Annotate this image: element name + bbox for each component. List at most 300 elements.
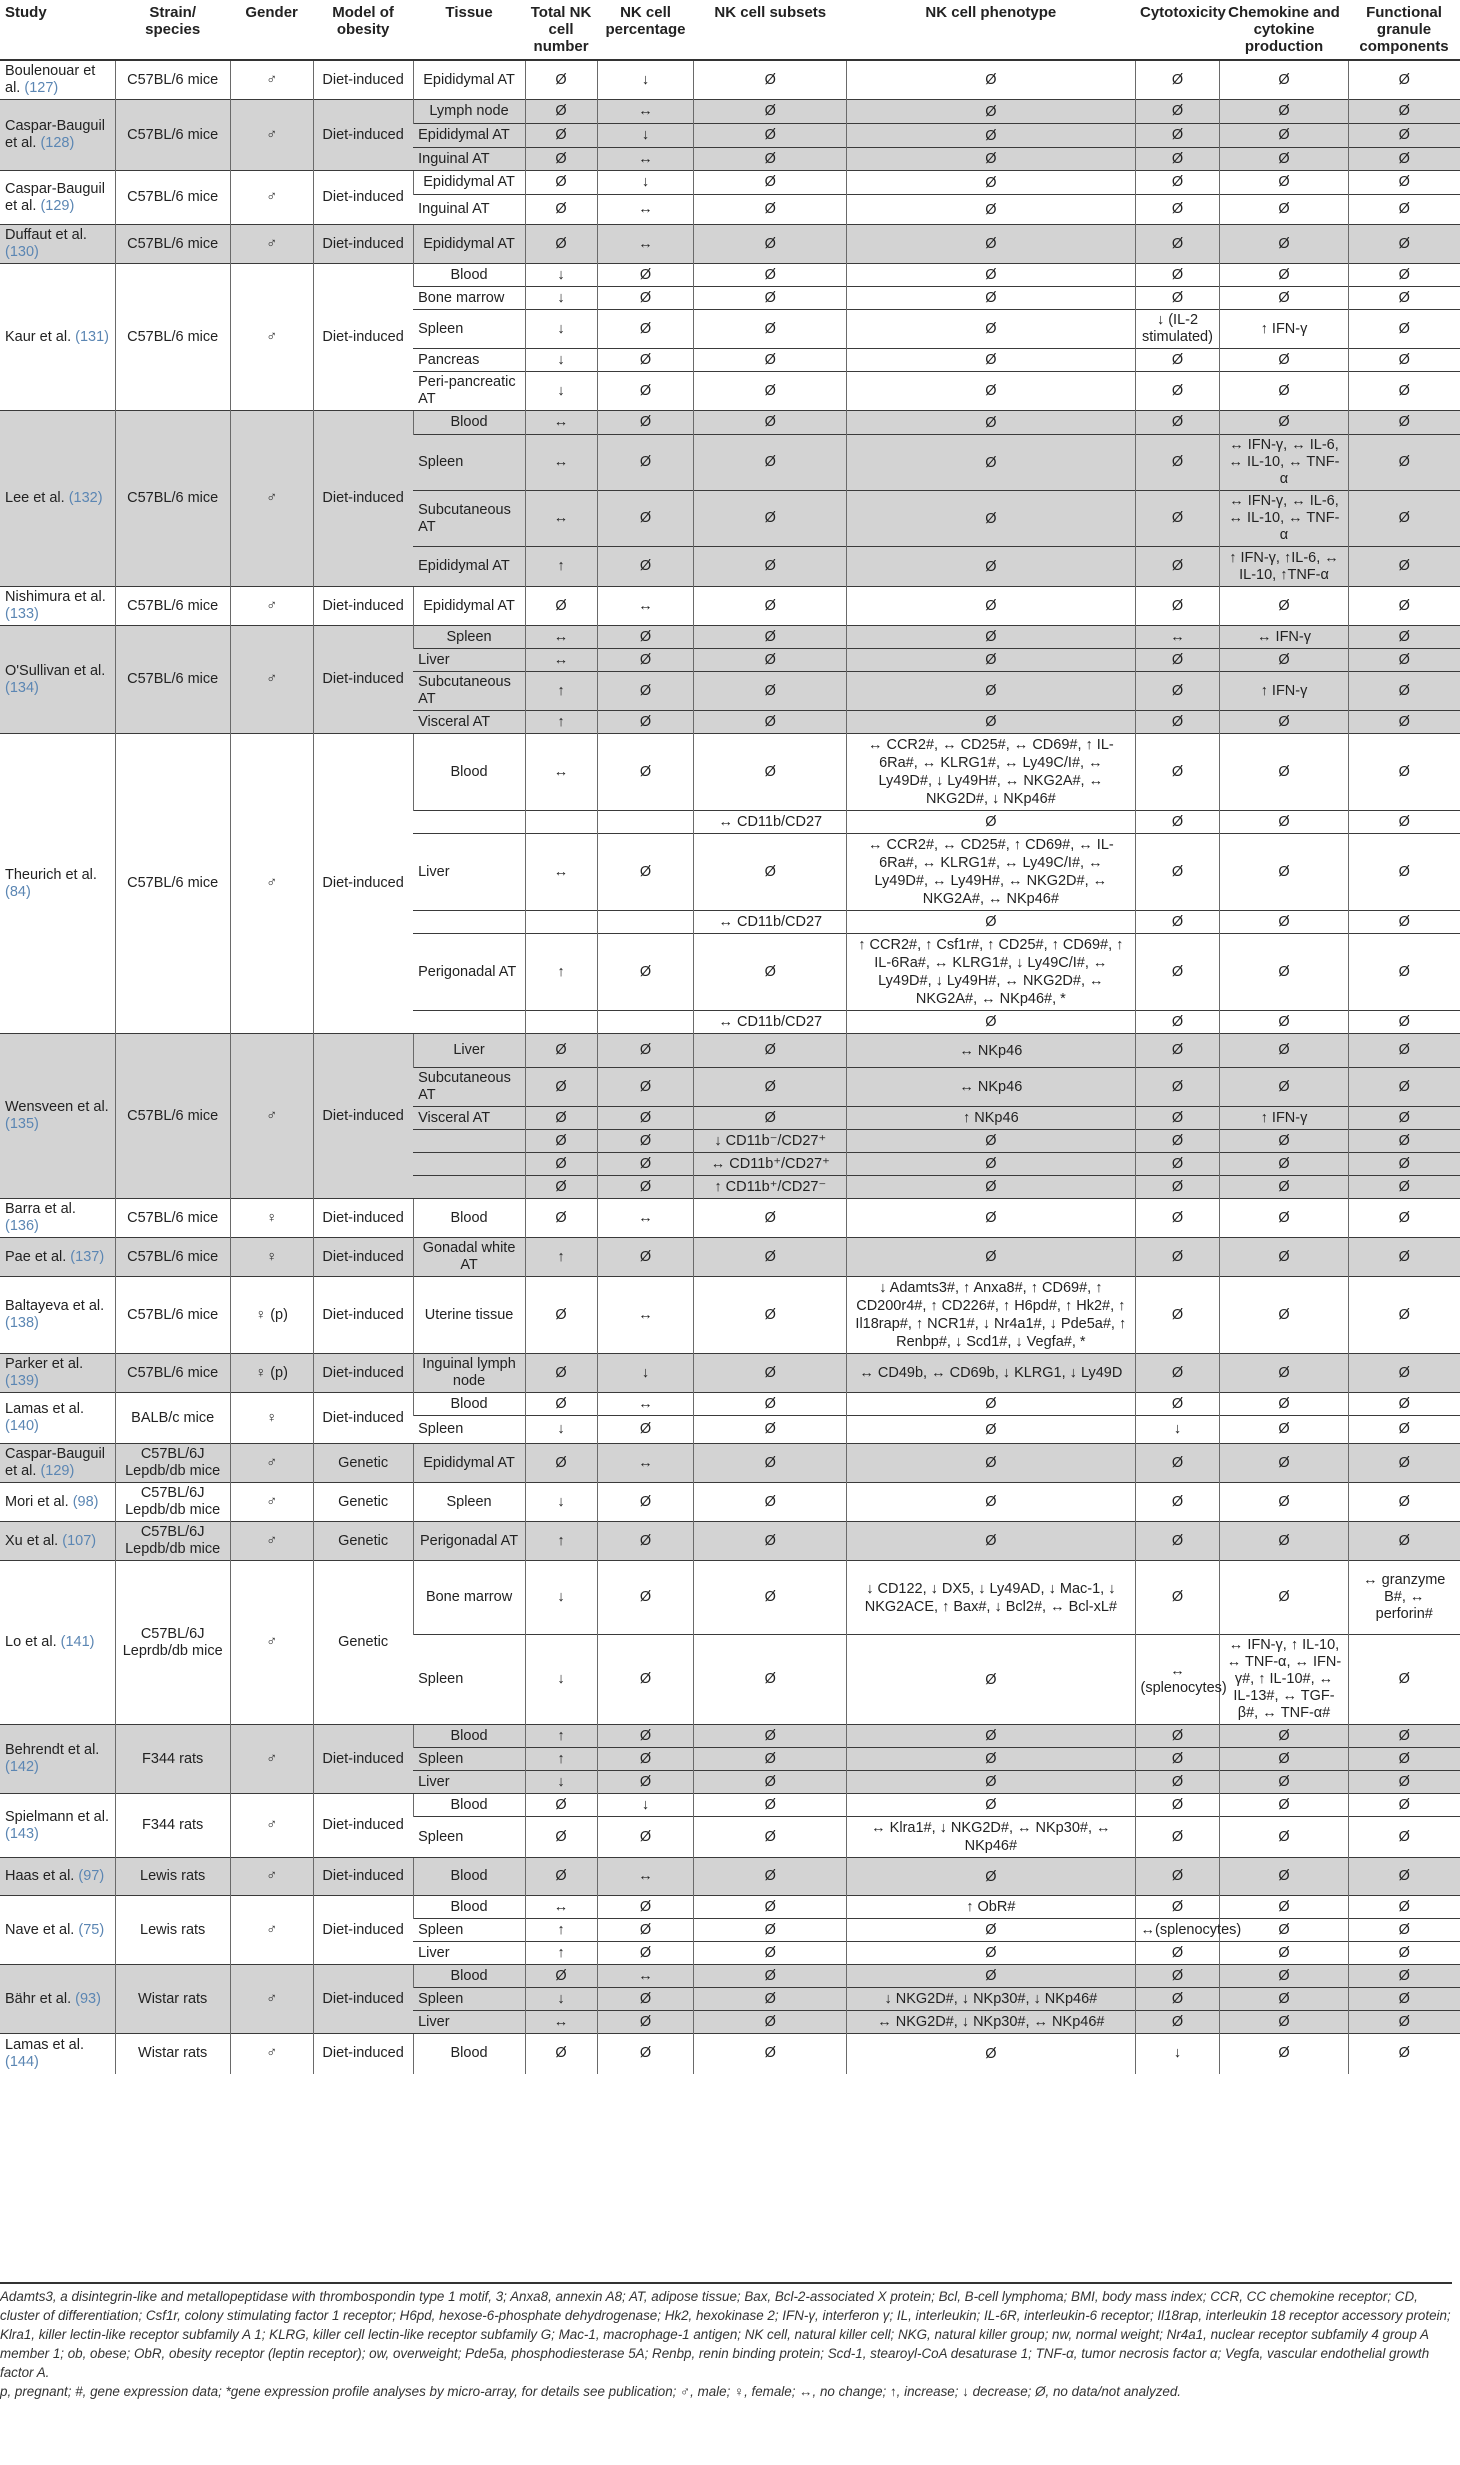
tissue-cell: Spleen: [413, 1748, 525, 1771]
study-reference: (131): [75, 328, 109, 345]
tissue-cell: Blood: [413, 1896, 525, 1919]
total-nk-cell: ↓: [525, 1483, 597, 1522]
strain-cell: C57BL/6 mice: [115, 1199, 230, 1238]
cytotoxicity-cell: Ø: [1135, 1896, 1220, 1919]
granule-cell: Ø: [1348, 934, 1460, 1011]
model-cell: Diet-induced: [313, 1199, 413, 1238]
cytotoxicity-cell: Ø: [1135, 547, 1220, 587]
nk-subsets-cell: Ø: [694, 1965, 847, 1988]
granule-cell: Ø: [1348, 124, 1460, 148]
total-nk-cell: ↓: [525, 310, 597, 349]
cytokine-cell: Ø: [1220, 811, 1348, 834]
table-row: [0, 1896, 1460, 1919]
nk-percentage-cell: Ø: [597, 1988, 694, 2011]
nk-phenotype-cell: Ø: [847, 1130, 1135, 1153]
study-cell: [0, 225, 115, 264]
gender-cell: ♂: [230, 1965, 313, 2034]
nk-percentage-cell: Ø: [597, 734, 694, 811]
granule-cell: Ø: [1348, 349, 1460, 372]
granule-cell: Ø: [1348, 264, 1460, 287]
nk-subsets-cell: Ø: [694, 372, 847, 411]
total-nk-cell: ↔: [525, 626, 597, 649]
study-author: Baltayeva et al.: [5, 1298, 105, 1314]
cytotoxicity-cell: Ø: [1135, 811, 1220, 834]
total-nk-cell: ↓: [525, 1988, 597, 2011]
model-cell: Genetic: [313, 1561, 413, 1725]
study-cell: [0, 1522, 115, 1561]
total-nk-cell: Ø: [525, 148, 597, 171]
total-nk-cell: ↔: [525, 411, 597, 435]
total-nk-cell: Ø: [525, 2034, 597, 2074]
granule-cell: Ø: [1348, 811, 1460, 834]
study-cell: [0, 2034, 115, 2074]
cytokine-cell: Ø: [1220, 1561, 1348, 1635]
nk-percentage-cell: [597, 811, 694, 834]
nk-phenotype-cell: Ø: [847, 435, 1135, 491]
nk-subsets-cell: ↔ CD11b/CD27: [694, 1011, 847, 1034]
col-header-total-nk: Total NK cell number: [525, 0, 597, 60]
study-author: Duffaut et al.: [5, 227, 87, 243]
table-row: [0, 587, 1460, 626]
gender-cell: ♂: [230, 587, 313, 626]
cytotoxicity-cell: Ø: [1135, 1725, 1220, 1748]
tissue-cell: Spleen: [413, 1919, 525, 1942]
nk-subsets-cell: Ø: [694, 1416, 847, 1444]
cytokine-cell: Ø: [1220, 100, 1348, 124]
study-cell: [0, 734, 115, 1034]
nk-subsets-cell: Ø: [694, 1354, 847, 1393]
nk-subsets-cell: Ø: [694, 1068, 847, 1107]
cytokine-cell: Ø: [1220, 1199, 1348, 1238]
total-nk-cell: Ø: [525, 1034, 597, 1068]
nk-subsets-cell: Ø: [694, 1238, 847, 1277]
granule-cell: Ø: [1348, 2034, 1460, 2074]
table-row: [0, 2034, 1460, 2074]
nk-percentage-cell: ↓: [597, 171, 694, 195]
nk-percentage-cell: ↓: [597, 1794, 694, 1817]
total-nk-cell: ↑: [525, 1919, 597, 1942]
cytokine-cell: Ø: [1220, 1794, 1348, 1817]
cytokine-cell: Ø: [1220, 711, 1348, 734]
nk-subsets-cell: Ø: [694, 148, 847, 171]
nk-phenotype-cell: Ø: [847, 626, 1135, 649]
header-row: [0, 0, 1460, 60]
strain-cell: C57BL/6J Lepdb/db mice: [115, 1483, 230, 1522]
cytotoxicity-cell: Ø: [1135, 435, 1220, 491]
gender-cell: ♂: [230, 264, 313, 411]
cytokine-cell: Ø: [1220, 287, 1348, 310]
granule-cell: Ø: [1348, 1794, 1460, 1817]
gender-cell: ♂: [230, 2034, 313, 2074]
granule-cell: Ø: [1348, 1988, 1460, 2011]
cytokine-cell: Ø: [1220, 734, 1348, 811]
strain-cell: C57BL/6 mice: [115, 1277, 230, 1354]
nk-phenotype-cell: Ø: [847, 649, 1135, 672]
granule-cell: Ø: [1348, 911, 1460, 934]
gender-cell: ♂: [230, 1034, 313, 1199]
granule-cell: Ø: [1348, 148, 1460, 171]
col-header-strain: Strain/ species: [115, 0, 230, 60]
total-nk-cell: Ø: [525, 124, 597, 148]
granule-cell: Ø: [1348, 649, 1460, 672]
study-reference: (138): [5, 1315, 39, 1331]
nk-subsets-cell: Ø: [694, 60, 847, 100]
model-cell: Diet-induced: [313, 2034, 413, 2074]
cytotoxicity-cell: Ø: [1135, 1858, 1220, 1896]
nk-percentage-cell: ↔: [597, 225, 694, 264]
nk-subsets-cell: Ø: [694, 1858, 847, 1896]
col-header-model: Model of obesity: [313, 0, 413, 60]
nk-phenotype-cell: Ø: [847, 287, 1135, 310]
cytotoxicity-cell: Ø: [1135, 100, 1220, 124]
cytokine-cell: ↑ IFN-γ: [1220, 1107, 1348, 1130]
nk-subsets-cell: Ø: [694, 547, 847, 587]
gender-cell: ♂: [230, 171, 313, 225]
cytokine-cell: Ø: [1220, 1176, 1348, 1199]
cytotoxicity-cell: Ø: [1135, 171, 1220, 195]
nk-subsets-cell: Ø: [694, 1444, 847, 1483]
cytokine-cell: Ø: [1220, 934, 1348, 1011]
nk-phenotype-cell: Ø: [847, 264, 1135, 287]
study-author: Caspar-Bauguil et al.: [5, 1446, 105, 1479]
study-reference: (129): [40, 197, 75, 214]
study-author: Caspar-Bauguil et al.: [5, 180, 105, 214]
nk-phenotype-cell: Ø: [847, 491, 1135, 547]
strain-cell: C57BL/6 mice: [115, 100, 230, 171]
nk-phenotype-cell: Ø: [847, 100, 1135, 124]
study-reference: (132): [68, 490, 103, 506]
nk-phenotype-cell: Ø: [847, 672, 1135, 711]
study-reference: (97): [78, 1868, 105, 1884]
cytokine-cell: Ø: [1220, 225, 1348, 264]
granule-cell: Ø: [1348, 1068, 1460, 1107]
model-cell: Diet-induced: [313, 587, 413, 626]
cytokine-cell: Ø: [1220, 349, 1348, 372]
model-cell: Diet-induced: [313, 734, 413, 1034]
study-reference: (75): [78, 1921, 105, 1938]
study-author: Pae et al.: [5, 1248, 67, 1265]
total-nk-cell: Ø: [525, 1354, 597, 1393]
nk-percentage-cell: Ø: [597, 1416, 694, 1444]
cytokine-cell: Ø: [1220, 372, 1348, 411]
granule-cell: Ø: [1348, 1011, 1460, 1034]
nk-subsets-cell: Ø: [694, 171, 847, 195]
nk-percentage-cell: Ø: [597, 1748, 694, 1771]
study-author: Spielmann et al.: [5, 1808, 109, 1825]
nk-phenotype-cell: ↔ NKp46: [847, 1034, 1135, 1068]
tissue-cell: Inguinal lymph node: [413, 1354, 525, 1393]
study-author: Nishimura et al.: [5, 589, 106, 605]
study-reference: (142): [5, 1759, 39, 1775]
granule-cell: Ø: [1348, 1199, 1460, 1238]
model-cell: Diet-induced: [313, 225, 413, 264]
granule-cell: Ø: [1348, 1354, 1460, 1393]
tissue-cell: Spleen: [413, 1635, 525, 1725]
study-cell: [0, 100, 115, 171]
study-reference: (136): [5, 1218, 39, 1234]
nk-subsets-cell: ↔ CD11b/CD27: [694, 911, 847, 934]
granule-cell: Ø: [1348, 1153, 1460, 1176]
cytotoxicity-cell: Ø: [1135, 1393, 1220, 1416]
nk-phenotype-cell: Ø: [847, 171, 1135, 195]
nk-phenotype-cell: ↓ NKG2D#, ↓ NKp30#, ↓ NKp46#: [847, 1988, 1135, 2011]
nk-phenotype-cell: Ø: [847, 1635, 1135, 1725]
granule-cell: Ø: [1348, 1919, 1460, 1942]
tissue-cell: Epididymal AT: [413, 587, 525, 626]
nk-phenotype-cell: Ø: [847, 225, 1135, 264]
granule-cell: Ø: [1348, 411, 1460, 435]
cytotoxicity-cell: Ø: [1135, 1068, 1220, 1107]
table-row: [0, 1561, 1460, 1635]
nk-phenotype-cell: Ø: [847, 1416, 1135, 1444]
study-author: O'Sullivan et al.: [5, 662, 106, 679]
nk-subsets-cell: Ø: [694, 1725, 847, 1748]
cytokine-cell: ↔ IFN-γ, ↔ IL-6, ↔ IL-10, ↔ TNF-α: [1220, 491, 1348, 547]
model-cell: Diet-induced: [313, 1794, 413, 1858]
granule-cell: Ø: [1348, 1748, 1460, 1771]
cytokine-cell: Ø: [1220, 649, 1348, 672]
tissue-cell: Spleen: [413, 310, 525, 349]
nk-subsets-cell: Ø: [694, 1942, 847, 1965]
gender-cell: ♂: [230, 1896, 313, 1965]
cytokine-cell: ↔ IFN-γ, ↑ IL-10, ↔ TNF-α, ↔ IFN-γ#, ↑ IL-10#, ↔ IL-13#, ↔ TGF-β#, ↔ TNF-α#: [1220, 1635, 1348, 1725]
strain-cell: Lewis rats: [115, 1896, 230, 1965]
nk-subsets-cell: ↔ CD11b⁺/CD27⁺: [694, 1153, 847, 1176]
tissue-cell: Spleen: [413, 1483, 525, 1522]
study-reference: (93): [75, 1990, 101, 2007]
nk-subsets-cell: Ø: [694, 1561, 847, 1635]
total-nk-cell: ↔: [525, 734, 597, 811]
total-nk-cell: ↔: [525, 435, 597, 491]
model-cell: Diet-induced: [313, 1858, 413, 1896]
cytotoxicity-cell: Ø: [1135, 2011, 1220, 2034]
total-nk-cell: ↑: [525, 1748, 597, 1771]
table-row: [0, 225, 1460, 264]
gender-cell: ♂: [230, 60, 313, 100]
study-reference: (144): [5, 2053, 39, 2070]
granule-cell: Ø: [1348, 1034, 1460, 1068]
granule-cell: Ø: [1348, 547, 1460, 587]
cytokine-cell: Ø: [1220, 1483, 1348, 1522]
table-row: [0, 1354, 1460, 1393]
tissue-cell: Peri-pancreatic AT: [413, 372, 525, 411]
tissue-cell: Blood: [413, 1199, 525, 1238]
nk-phenotype-cell: Ø: [847, 1725, 1135, 1748]
strain-cell: C57BL/6 mice: [115, 171, 230, 225]
tissue-cell: Subcutaneous AT: [413, 491, 525, 547]
study-cell: [0, 1034, 115, 1199]
cytotoxicity-cell: Ø: [1135, 148, 1220, 171]
model-cell: Diet-induced: [313, 171, 413, 225]
strain-cell: C57BL/6 mice: [115, 626, 230, 734]
cytotoxicity-cell: ↔(splenocytes): [1135, 1919, 1220, 1942]
study-cell: [0, 60, 115, 100]
model-cell: Diet-induced: [313, 1393, 413, 1444]
nk-subsets-cell: Ø: [694, 1522, 847, 1561]
nk-subsets-cell: Ø: [694, 587, 847, 626]
granule-cell: Ø: [1348, 1277, 1460, 1354]
granule-cell: Ø: [1348, 1942, 1460, 1965]
model-cell: Diet-induced: [313, 100, 413, 171]
total-nk-cell: Ø: [525, 195, 597, 225]
cytokine-cell: Ø: [1220, 148, 1348, 171]
granule-cell: Ø: [1348, 1444, 1460, 1483]
total-nk-cell: Ø: [525, 1444, 597, 1483]
cytokine-cell: Ø: [1220, 2034, 1348, 2074]
nk-percentage-cell: Ø: [597, 411, 694, 435]
col-header-tissue: Tissue: [413, 0, 525, 60]
nk-subsets-cell: Ø: [694, 734, 847, 811]
nk-phenotype-cell: Ø: [847, 1522, 1135, 1561]
total-nk-cell: [525, 911, 597, 934]
study-cell: [0, 171, 115, 225]
nk-percentage-cell: Ø: [597, 1176, 694, 1199]
nk-percentage-cell: Ø: [597, 1522, 694, 1561]
nk-percentage-cell: Ø: [597, 349, 694, 372]
nk-percentage-cell: Ø: [597, 1153, 694, 1176]
nk-percentage-cell: [597, 1011, 694, 1034]
study-reference: (140): [5, 1418, 39, 1434]
cytotoxicity-cell: Ø: [1135, 1771, 1220, 1794]
study-author: Lee et al.: [5, 490, 65, 506]
nk-percentage-cell: ↔: [597, 1393, 694, 1416]
granule-cell: Ø: [1348, 1130, 1460, 1153]
study-author: Lamas et al.: [5, 1401, 84, 1417]
granule-cell: Ø: [1348, 734, 1460, 811]
model-cell: Diet-induced: [313, 1238, 413, 1277]
study-cell: [0, 1483, 115, 1522]
granule-cell: Ø: [1348, 435, 1460, 491]
abbreviations-footnote: Adamts3, a disintegrin-like and metallopeptidase with thrombospondin type 1 motif, 3; Anxa8, annexin A8; AT, adipose tissue; Bax, Bcl-2-associated X protein; Bcl, B-cell lymphoma; BMI, body mass index; CCR, CC chemokine receptor; CD, cluster of differentiation; Csf1r, colony stimulating factor 1 receptor; H6pd, hexose-6-phosphate dehydrogenase; Hk2, hexokinase 2; IFN-γ, interferon γ; IL, interleukin; IL-6R, interleukin-6 receptor; Il18rap, interleukin 18 receptor accessory protein; Klra1, killer lectin-like receptor subfamily A 1; KLRG, killer cell lectin-like receptor subfamily G; Mac-1, macrophage-1 antigen; NK cell, natural killer cell; NKG, natural killer group; nw, normal weight; Nr4a1, nuclear receptor subfamily 4 group A member 1; ob, obese; ObR, obesity receptor (leptin receptor); ow, overweight; Pde5a, phosphodiesterase 5A; Renbp, renin binding protein; Scd-1, stearoyl-CoA desaturase 1; TNF-α, tumor necrosis factor α; Vegfa, vascular endothelial growth factor A.: [0, 2289, 1451, 2380]
tissue-cell: Spleen: [413, 1416, 525, 1444]
col-header-cytotoxicity: Cytotoxicity: [1135, 0, 1220, 60]
tissue-cell: Liver: [413, 649, 525, 672]
nk-subsets-cell: Ø: [694, 349, 847, 372]
nk-phenotype-cell: Ø: [847, 1393, 1135, 1416]
nk-subsets-cell: Ø: [694, 1277, 847, 1354]
cytokine-cell: ↑ IFN-γ, ↑IL-6, ↔ IL-10, ↑TNF-α: [1220, 547, 1348, 587]
nk-phenotype-cell: Ø: [847, 587, 1135, 626]
total-nk-cell: ↓: [525, 287, 597, 310]
tissue-cell: Blood: [413, 2034, 525, 2074]
nk-phenotype-cell: Ø: [847, 372, 1135, 411]
tissue-cell: Inguinal AT: [413, 195, 525, 225]
nk-percentage-cell: Ø: [597, 649, 694, 672]
table-row: [0, 1238, 1460, 1277]
nk-subsets-cell: Ø: [694, 1748, 847, 1771]
cytokine-cell: Ø: [1220, 1522, 1348, 1561]
nk-phenotype-cell: Ø: [847, 148, 1135, 171]
cytokine-cell: Ø: [1220, 1068, 1348, 1107]
nk-subsets-cell: Ø: [694, 2011, 847, 2034]
strain-cell: C57BL/6J Lepdb/db mice: [115, 1522, 230, 1561]
strain-cell: Wistar rats: [115, 1965, 230, 2034]
model-cell: Diet-induced: [313, 60, 413, 100]
model-cell: Diet-induced: [313, 626, 413, 734]
gender-cell: ♂: [230, 734, 313, 1034]
strain-cell: C57BL/6 mice: [115, 587, 230, 626]
nk-phenotype-cell: Ø: [847, 310, 1135, 349]
cytotoxicity-cell: Ø: [1135, 1176, 1220, 1199]
cytotoxicity-cell: Ø: [1135, 1011, 1220, 1034]
tissue-cell: Gonadal white AT: [413, 1238, 525, 1277]
nk-phenotype-cell: ↔ CD49b, ↔ CD69b, ↓ KLRG1, ↓ Ly49D: [847, 1354, 1135, 1393]
study-cell: [0, 1896, 115, 1965]
granule-cell: Ø: [1348, 310, 1460, 349]
granule-cell: Ø: [1348, 1725, 1460, 1748]
study-cell: [0, 1965, 115, 2034]
tissue-cell: Epididymal AT: [413, 60, 525, 100]
table-row: [0, 1393, 1460, 1416]
cytokine-cell: Ø: [1220, 1858, 1348, 1896]
nk-phenotype-cell: ↔ CCR2#, ↔ CD25#, ↔ CD69#, ↑ IL-6Ra#, ↔ KLRG1#, ↔ Ly49C/I#, ↔ Ly49D#, ↓ Ly49H#, ↔ NKG2A#, ↔ NKG2D#, ↓ NKp46#: [847, 734, 1135, 811]
nk-phenotype-cell: Ø: [847, 1444, 1135, 1483]
cytotoxicity-cell: Ø: [1135, 1561, 1220, 1635]
nk-percentage-cell: Ø: [597, 711, 694, 734]
cytokine-cell: Ø: [1220, 1771, 1348, 1794]
granule-cell: Ø: [1348, 2011, 1460, 2034]
study-reference: (129): [40, 1463, 75, 1479]
total-nk-cell: ↓: [525, 1635, 597, 1725]
tissue-cell: Pancreas: [413, 349, 525, 372]
tissue-cell: [413, 811, 525, 834]
granule-cell: Ø: [1348, 225, 1460, 264]
cytokine-cell: Ø: [1220, 587, 1348, 626]
cytotoxicity-cell: Ø: [1135, 1238, 1220, 1277]
nk-subsets-cell: Ø: [694, 711, 847, 734]
granule-cell: Ø: [1348, 1965, 1460, 1988]
nk-phenotype-cell: Ø: [847, 1771, 1135, 1794]
nk-subsets-cell: Ø: [694, 1483, 847, 1522]
tissue-cell: Spleen: [413, 1988, 525, 2011]
total-nk-cell: ↑: [525, 1942, 597, 1965]
study-cell: [0, 411, 115, 587]
nk-percentage-cell: ↔: [597, 1444, 694, 1483]
tissue-cell: Epididymal AT: [413, 171, 525, 195]
cytokine-cell: ↔ IFN-γ, ↔ IL-6, ↔ IL-10, ↔ TNF-α: [1220, 435, 1348, 491]
nk-phenotype-cell: Ø: [847, 1011, 1135, 1034]
cytokine-cell: Ø: [1220, 1153, 1348, 1176]
tissue-cell: Liver: [413, 1942, 525, 1965]
granule-cell: Ø: [1348, 1817, 1460, 1858]
model-cell: Diet-induced: [313, 411, 413, 587]
total-nk-cell: ↔: [525, 2011, 597, 2034]
nk-percentage-cell: Ø: [597, 310, 694, 349]
strain-cell: C57BL/6J Leprdb/db mice: [115, 1561, 230, 1725]
study-reference: (130): [5, 244, 39, 260]
nk-subsets-cell: ↓ CD11b⁻/CD27⁺: [694, 1130, 847, 1153]
total-nk-cell: ↑: [525, 1725, 597, 1748]
tissue-cell: Liver: [413, 1034, 525, 1068]
study-cell: [0, 587, 115, 626]
table-row: [0, 1965, 1460, 1988]
granule-cell: Ø: [1348, 171, 1460, 195]
cytokine-cell: Ø: [1220, 1238, 1348, 1277]
study-author: Barra et al.: [5, 1201, 76, 1217]
nk-percentage-cell: Ø: [597, 1771, 694, 1794]
nk-percentage-cell: Ø: [597, 1483, 694, 1522]
cytotoxicity-cell: Ø: [1135, 1444, 1220, 1483]
study-reference: (141): [60, 1634, 95, 1650]
total-nk-cell: ↓: [525, 1561, 597, 1635]
nk-phenotype-cell: Ø: [847, 1858, 1135, 1896]
study-author: Behrendt et al.: [5, 1742, 100, 1758]
cytokine-cell: Ø: [1220, 264, 1348, 287]
study-reference: (143): [5, 1825, 39, 1842]
table-row: [0, 1444, 1460, 1483]
total-nk-cell: Ø: [525, 1794, 597, 1817]
study-cell: [0, 1794, 115, 1858]
